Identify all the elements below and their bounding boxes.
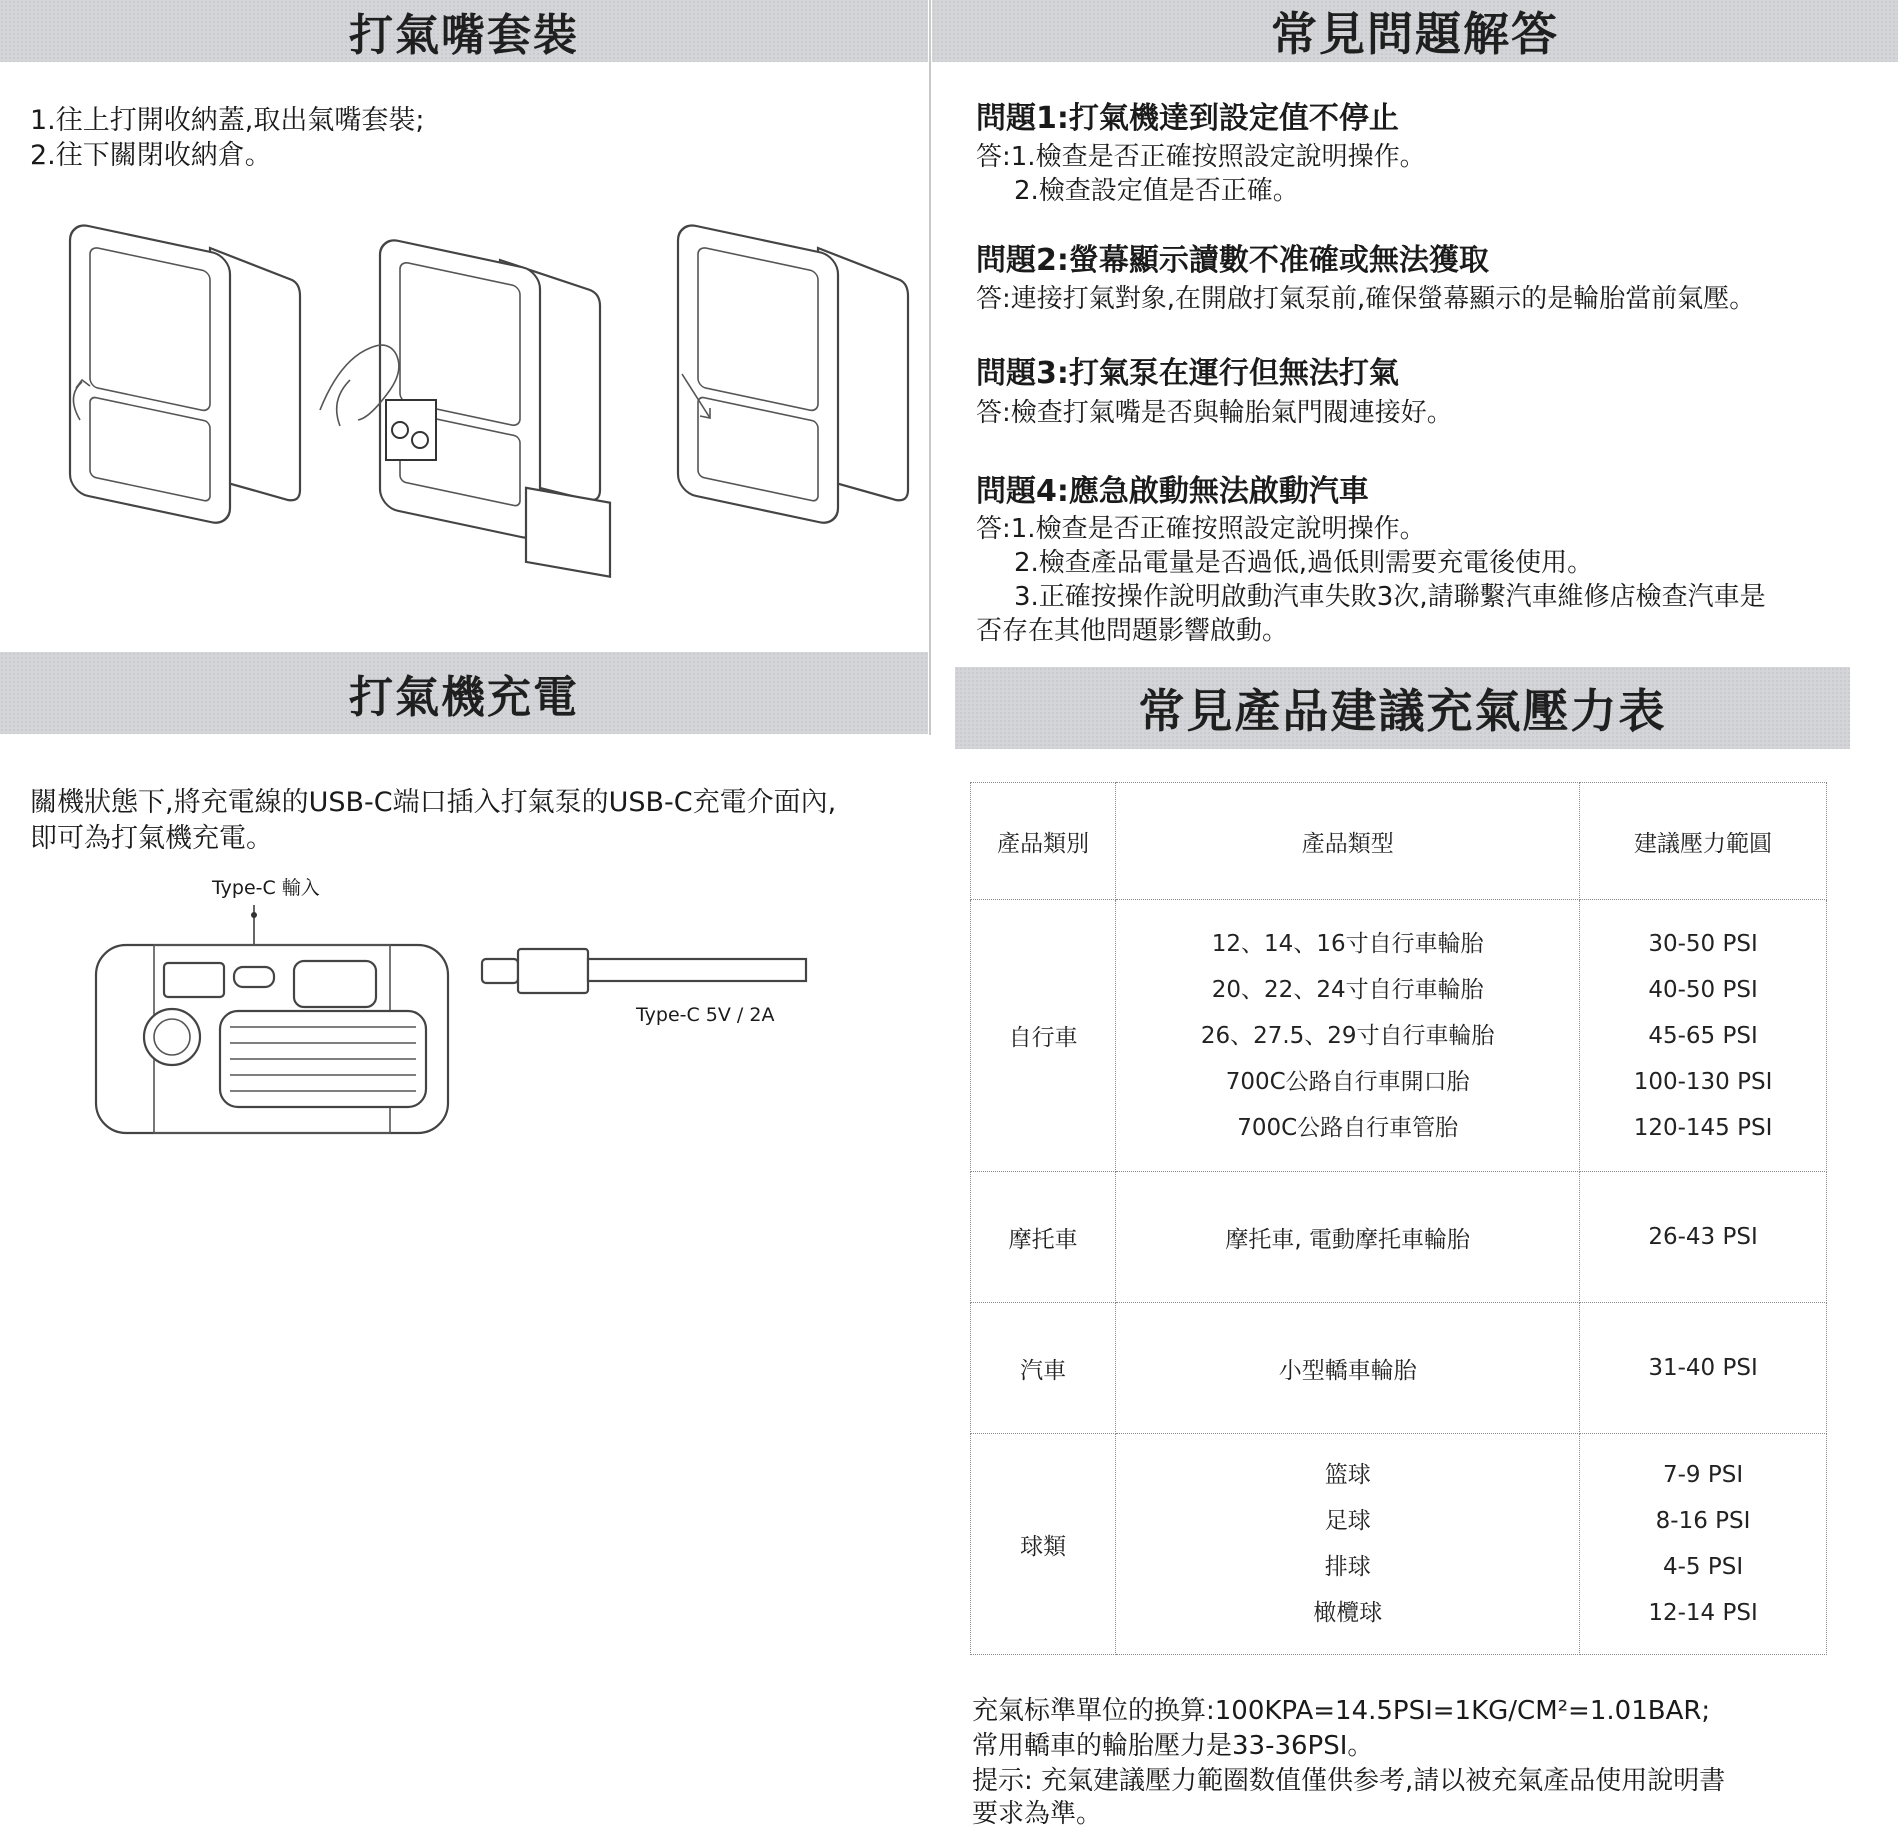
table-header-row [971,783,1827,900]
usb-c-cable-illustration [480,945,810,1005]
pressure-title: 常見產品建議充氣壓力表 [1138,684,1667,738]
pump-front-illustration [94,905,454,1135]
charging-line-1: 關機狀態下,將充電線的USB-C端口插入打氣泵的USB-C充電介面內, [30,787,837,818]
faq-title: 常見問題解答 [1271,7,1559,61]
category-balls: 球類 [971,1434,1116,1655]
pressure-note-4: 要求為準。 [972,1799,1103,1829]
type-motorcycle: 摩托車, 電動摩托車輪胎 [1116,1172,1580,1303]
range-car: 31-40 PSI [1580,1303,1827,1434]
range-cell: 100-130 PSI [1633,1068,1773,1095]
category-car: 汽車 [971,1303,1116,1434]
range-motorcycle: 26-43 PSI [1580,1172,1827,1303]
table-row-balls [971,1434,1827,1655]
range-cell: 40-50 PSI [1648,976,1758,1003]
type-cell: 700C公路自行車管胎 [1237,1114,1459,1141]
ranges-bicycle [1580,900,1827,1172]
column-divider [929,0,931,735]
faq-answer-4-line-3: 3.正確按操作說明啟動汽車失敗3次,請聯繫汽車維修店檢查汽車是 [1014,582,1766,612]
type-cell: 12、14、16寸自行車輪胎 [1211,930,1484,957]
type-cell: 排球 [1324,1554,1371,1580]
faq-question-1: 問題1:打氣機達到設定值不停止 [976,101,1399,136]
charging-title: 打氣機充電 [349,672,579,723]
close-storage-illustration [668,220,908,510]
types-balls [1116,1434,1580,1655]
type-cell: 足球 [1324,1508,1371,1534]
faq-answer-4-line-4: 否存在其他問題影響啟動。 [976,616,1289,646]
faq-question-2: 問題2:螢幕顯示讀數不准確或無法獲取 [976,243,1489,278]
types-bicycle [1116,900,1580,1172]
type-cell: 700C公路自行車開口胎 [1225,1068,1470,1095]
range-cell: 4-5 PSI [1662,1554,1744,1580]
faq-answer-4-line-1: 答:1.檢查是否正確按照設定說明操作。 [976,514,1426,544]
range-cell: 12-14 PSI [1648,1600,1758,1626]
nozzle-kit-banner [0,0,928,62]
range-cell: 8-16 PSI [1655,1508,1751,1534]
type-cell: 26、27.5、29寸自行車輪胎 [1200,1022,1495,1049]
type-c-cable-label: Type-C 5V / 2A [636,1004,775,1026]
open-storage-illustration [60,220,300,510]
table-row-bicycle [971,900,1827,1172]
faq-question-3: 問題3:打氣泵在運行但無法打氣 [976,356,1399,391]
pressure-banner [955,667,1850,749]
range-cell: 45-65 PSI [1648,1022,1758,1049]
header-type: 產品類型 [1116,783,1580,900]
type-c-input-label: Type-C 輸入 [212,877,320,899]
charging-banner [0,652,928,734]
ranges-balls [1580,1434,1827,1655]
faq-answer-3-line-1: 答:檢查打氣嘴是否與輪胎氣門閥連接好。 [976,398,1453,428]
nozzle-kit-title: 打氣嘴套裝 [349,10,579,61]
faq-answer-2-line-1: 答:連接打氣對象,在開啟打氣泵前,確保螢幕顯示的是輪胎當前氣壓。 [976,284,1756,314]
type-cell: 篮球 [1324,1462,1371,1488]
header-category: 產品類別 [971,783,1116,900]
category-bicycle: 自行車 [971,900,1116,1172]
type-cell: 橄欖球 [1313,1600,1383,1626]
header-range: 建議壓力範圓 [1580,783,1827,900]
category-motorcycle: 摩托車 [971,1172,1116,1303]
faq-question-4: 問題4:應急啟動無法啟動汽車 [976,474,1369,509]
range-cell: 7-9 PSI [1662,1462,1744,1488]
table-row-car [971,1303,1827,1434]
table-row-motorcycle [971,1172,1827,1303]
pressure-note-3: 提示: 充氣建議壓力範圈数值僅供参考,請以被充氣產品使用說明書 [972,1766,1726,1796]
faq-answer-4-line-2: 2.檢查產品電量是否過低,過低則需要充電後使用。 [1014,548,1594,578]
type-car: 小型轎車輪胎 [1116,1303,1580,1434]
faq-answer-1-line-1: 答:1.檢查是否正確按照設定說明操作。 [976,142,1426,172]
charging-line-2: 即可為打氣機充電。 [30,823,273,854]
faq-banner [932,0,1898,62]
pressure-note-1: 充氣标準單位的换算:100KPA=14.5PSI=1KG/CM²=1.01BAR; [972,1696,1711,1726]
range-cell: 30-50 PSI [1648,930,1758,957]
nozzle-step-2: 2.往下關閉收納倉。 [30,140,272,171]
faq-answer-1-line-2: 2.檢查設定值是否正確。 [1014,176,1299,206]
nozzle-step-1: 1.往上打開收納蓋,取出氣嘴套裝; [30,105,425,136]
pressure-note-2: 常用轎車的輪胎壓力是33-36PSI。 [972,1731,1374,1761]
range-cell: 120-145 PSI [1633,1114,1773,1141]
take-nozzle-illustration [300,230,620,530]
pressure-table [970,782,1827,1655]
type-cell: 20、22、24寸自行車輪胎 [1211,976,1484,1003]
